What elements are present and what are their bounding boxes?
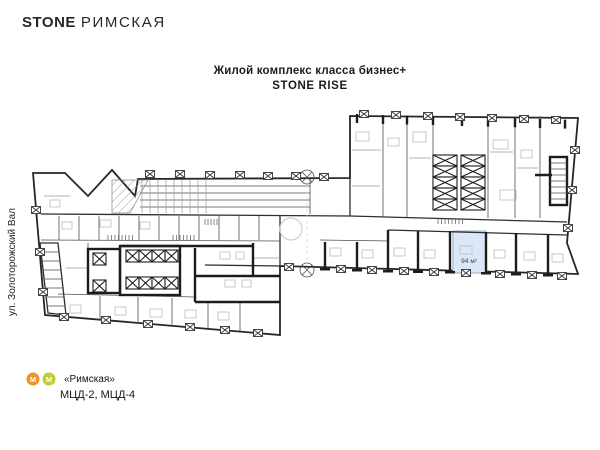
metro-line-icons: [26, 372, 56, 386]
plan-title-line1: Жилой комплекс класса бизнес+: [213, 65, 407, 77]
logo-project: РИМСКАЯ: [80, 14, 166, 31]
metro-line-icon-mcd2: [26, 372, 40, 386]
metro-station-name: «Римская»: [64, 373, 115, 385]
metro-line-icon-mcd4: [42, 372, 56, 386]
plan-title-line2: STONE RISE: [272, 80, 348, 92]
highlighted-unit[interactable]: [453, 231, 486, 273]
street-label: ул. Золоторожский Вал: [7, 208, 18, 316]
unit-area-label: 94 м²: [461, 258, 477, 265]
metro-info: [26, 372, 135, 401]
highlighted-unit-shape[interactable]: [453, 231, 486, 273]
metro-lines-label: МЦД-2, МЦД-4: [60, 389, 136, 401]
metro-icon-letter: М: [29, 375, 37, 384]
logo-brand: STONE: [22, 14, 76, 31]
metro-icon-letter: М: [45, 375, 53, 384]
